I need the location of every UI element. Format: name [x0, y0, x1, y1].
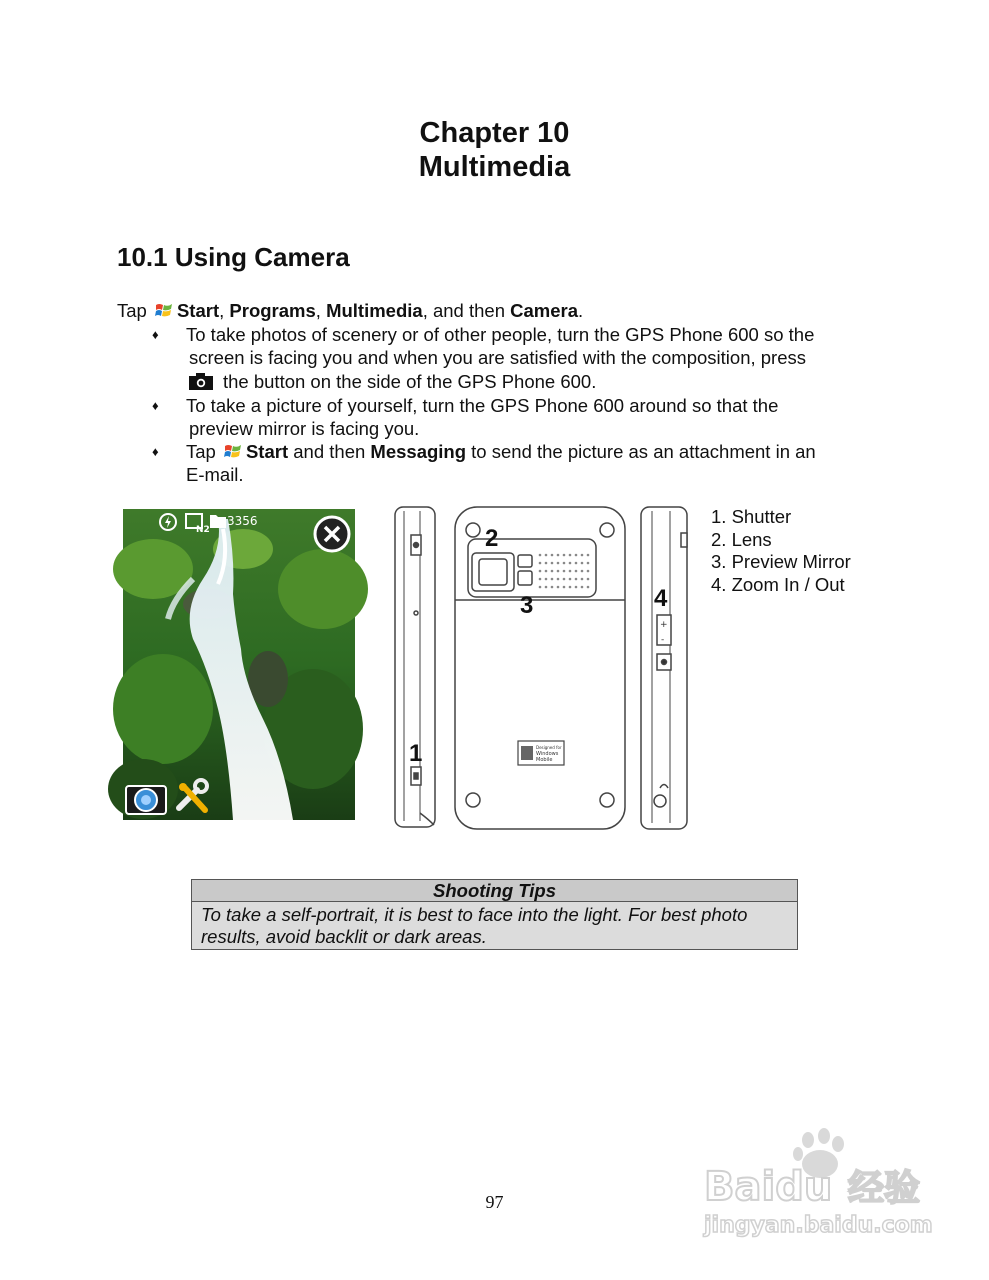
badge-line-2: Windows: [536, 751, 559, 757]
watermark-url: jingyan.baidu.com: [704, 1213, 933, 1238]
callout-3: 3: [520, 592, 534, 619]
svg-text:+: +: [660, 620, 668, 630]
baidu-watermark-logo: [700, 1128, 940, 1248]
bullet-1-line-1: To take photos of scenery or of other people, turn the GPS Phone 600 so the: [186, 324, 815, 345]
intro-paragraph: [117, 299, 583, 322]
page-number: 97: [485, 1192, 504, 1212]
phone-diagram: [390, 503, 690, 833]
camera-preview-screenshot: [123, 509, 355, 820]
tips-line-1: To take a self-portrait, it is best to face into the light. For best photo: [201, 904, 748, 925]
list-item: 4. Zoom In / Out: [711, 573, 845, 595]
bullet-1-line-3-text: the button on the side of the GPS Phone 600.: [223, 371, 597, 392]
section-title: 10.1 Using Camera: [117, 242, 350, 272]
bullet-3-line-2: E-mail.: [186, 464, 244, 485]
watermark-brand: Baidu: [704, 1164, 833, 1210]
bullet-marker: ♦: [152, 327, 159, 342]
svg-text:N2: N2: [196, 525, 210, 535]
phone-side-view-left: [395, 507, 435, 827]
list-item: 2. Lens: [711, 528, 772, 550]
tips-body: [192, 902, 797, 949]
phone-back-view: [455, 507, 625, 829]
callout-2: 2: [485, 525, 499, 552]
tips-line-2: results, avoid backlit or dark areas.: [201, 926, 487, 947]
badge-line-1: Designed for: [536, 745, 562, 750]
callout-1: 1: [409, 740, 423, 767]
parts-list: [711, 506, 851, 596]
list-item: 1. Shutter: [711, 506, 792, 527]
bullet-2-line-2: preview mirror is facing you.: [189, 418, 420, 439]
quality-icon: [185, 513, 210, 535]
badge-line-3: Mobile: [536, 757, 553, 763]
flash-auto-icon: [158, 512, 180, 532]
bullet-marker: ♦: [152, 444, 159, 459]
bullet-3-start-text: Start: [245, 441, 289, 462]
camera-button-icon: [189, 372, 213, 390]
chapter-name: Multimedia: [418, 151, 571, 183]
chapter-heading: [0, 116, 989, 184]
intro-and-then-text: , and then: [422, 300, 505, 321]
chapter-number: Chapter 10: [419, 117, 570, 149]
intro-tap-text: Tap: [117, 300, 147, 321]
bullet-3-rest-text: to send the picture as an attachment in an: [471, 441, 816, 462]
callout-4: 4: [654, 585, 668, 612]
svg-text:-: -: [661, 635, 665, 645]
bullet-1-line-2: screen is facing you and when you are satisfied with the composition, press: [189, 347, 806, 368]
bullet-marker: ♦: [152, 398, 159, 413]
storage-icon: [209, 513, 227, 529]
settings-tools-icon[interactable]: [173, 778, 213, 818]
tips-heading: Shooting Tips: [192, 880, 797, 902]
bullet-1-line-3: [189, 370, 596, 393]
intro-separator: ,: [219, 300, 225, 321]
windows-start-icon: [223, 443, 243, 461]
intro-separator: ,: [315, 300, 321, 321]
intro-period: .: [578, 300, 584, 321]
bullet-3-line-1: [186, 440, 816, 463]
list-item: 3. Preview Mirror: [711, 551, 851, 572]
shot-counter: 3356: [227, 514, 258, 528]
shooting-tips-table: [191, 879, 798, 950]
bullet-3-messaging-text: Messaging: [370, 441, 467, 462]
windows-start-icon: [154, 302, 174, 320]
bullet-3-and-then-text: and then: [293, 441, 366, 462]
close-circle-icon[interactable]: [313, 515, 351, 553]
intro-start-text: Start: [176, 300, 220, 321]
intro-multimedia-text: Multimedia: [326, 300, 423, 321]
bullet-2-line-1: To take a picture of yourself, turn the GPS Phone 600 around so that the: [186, 395, 779, 416]
intro-camera-text: Camera: [510, 300, 579, 321]
camera-mode-icon[interactable]: [125, 782, 167, 816]
intro-programs-text: Programs: [229, 300, 316, 321]
bullet-3-tap-text: Tap: [186, 441, 216, 462]
waterfall-photo: [123, 509, 355, 820]
phone-side-view-right: [641, 507, 687, 829]
watermark-cn: 经验: [848, 1168, 921, 1209]
